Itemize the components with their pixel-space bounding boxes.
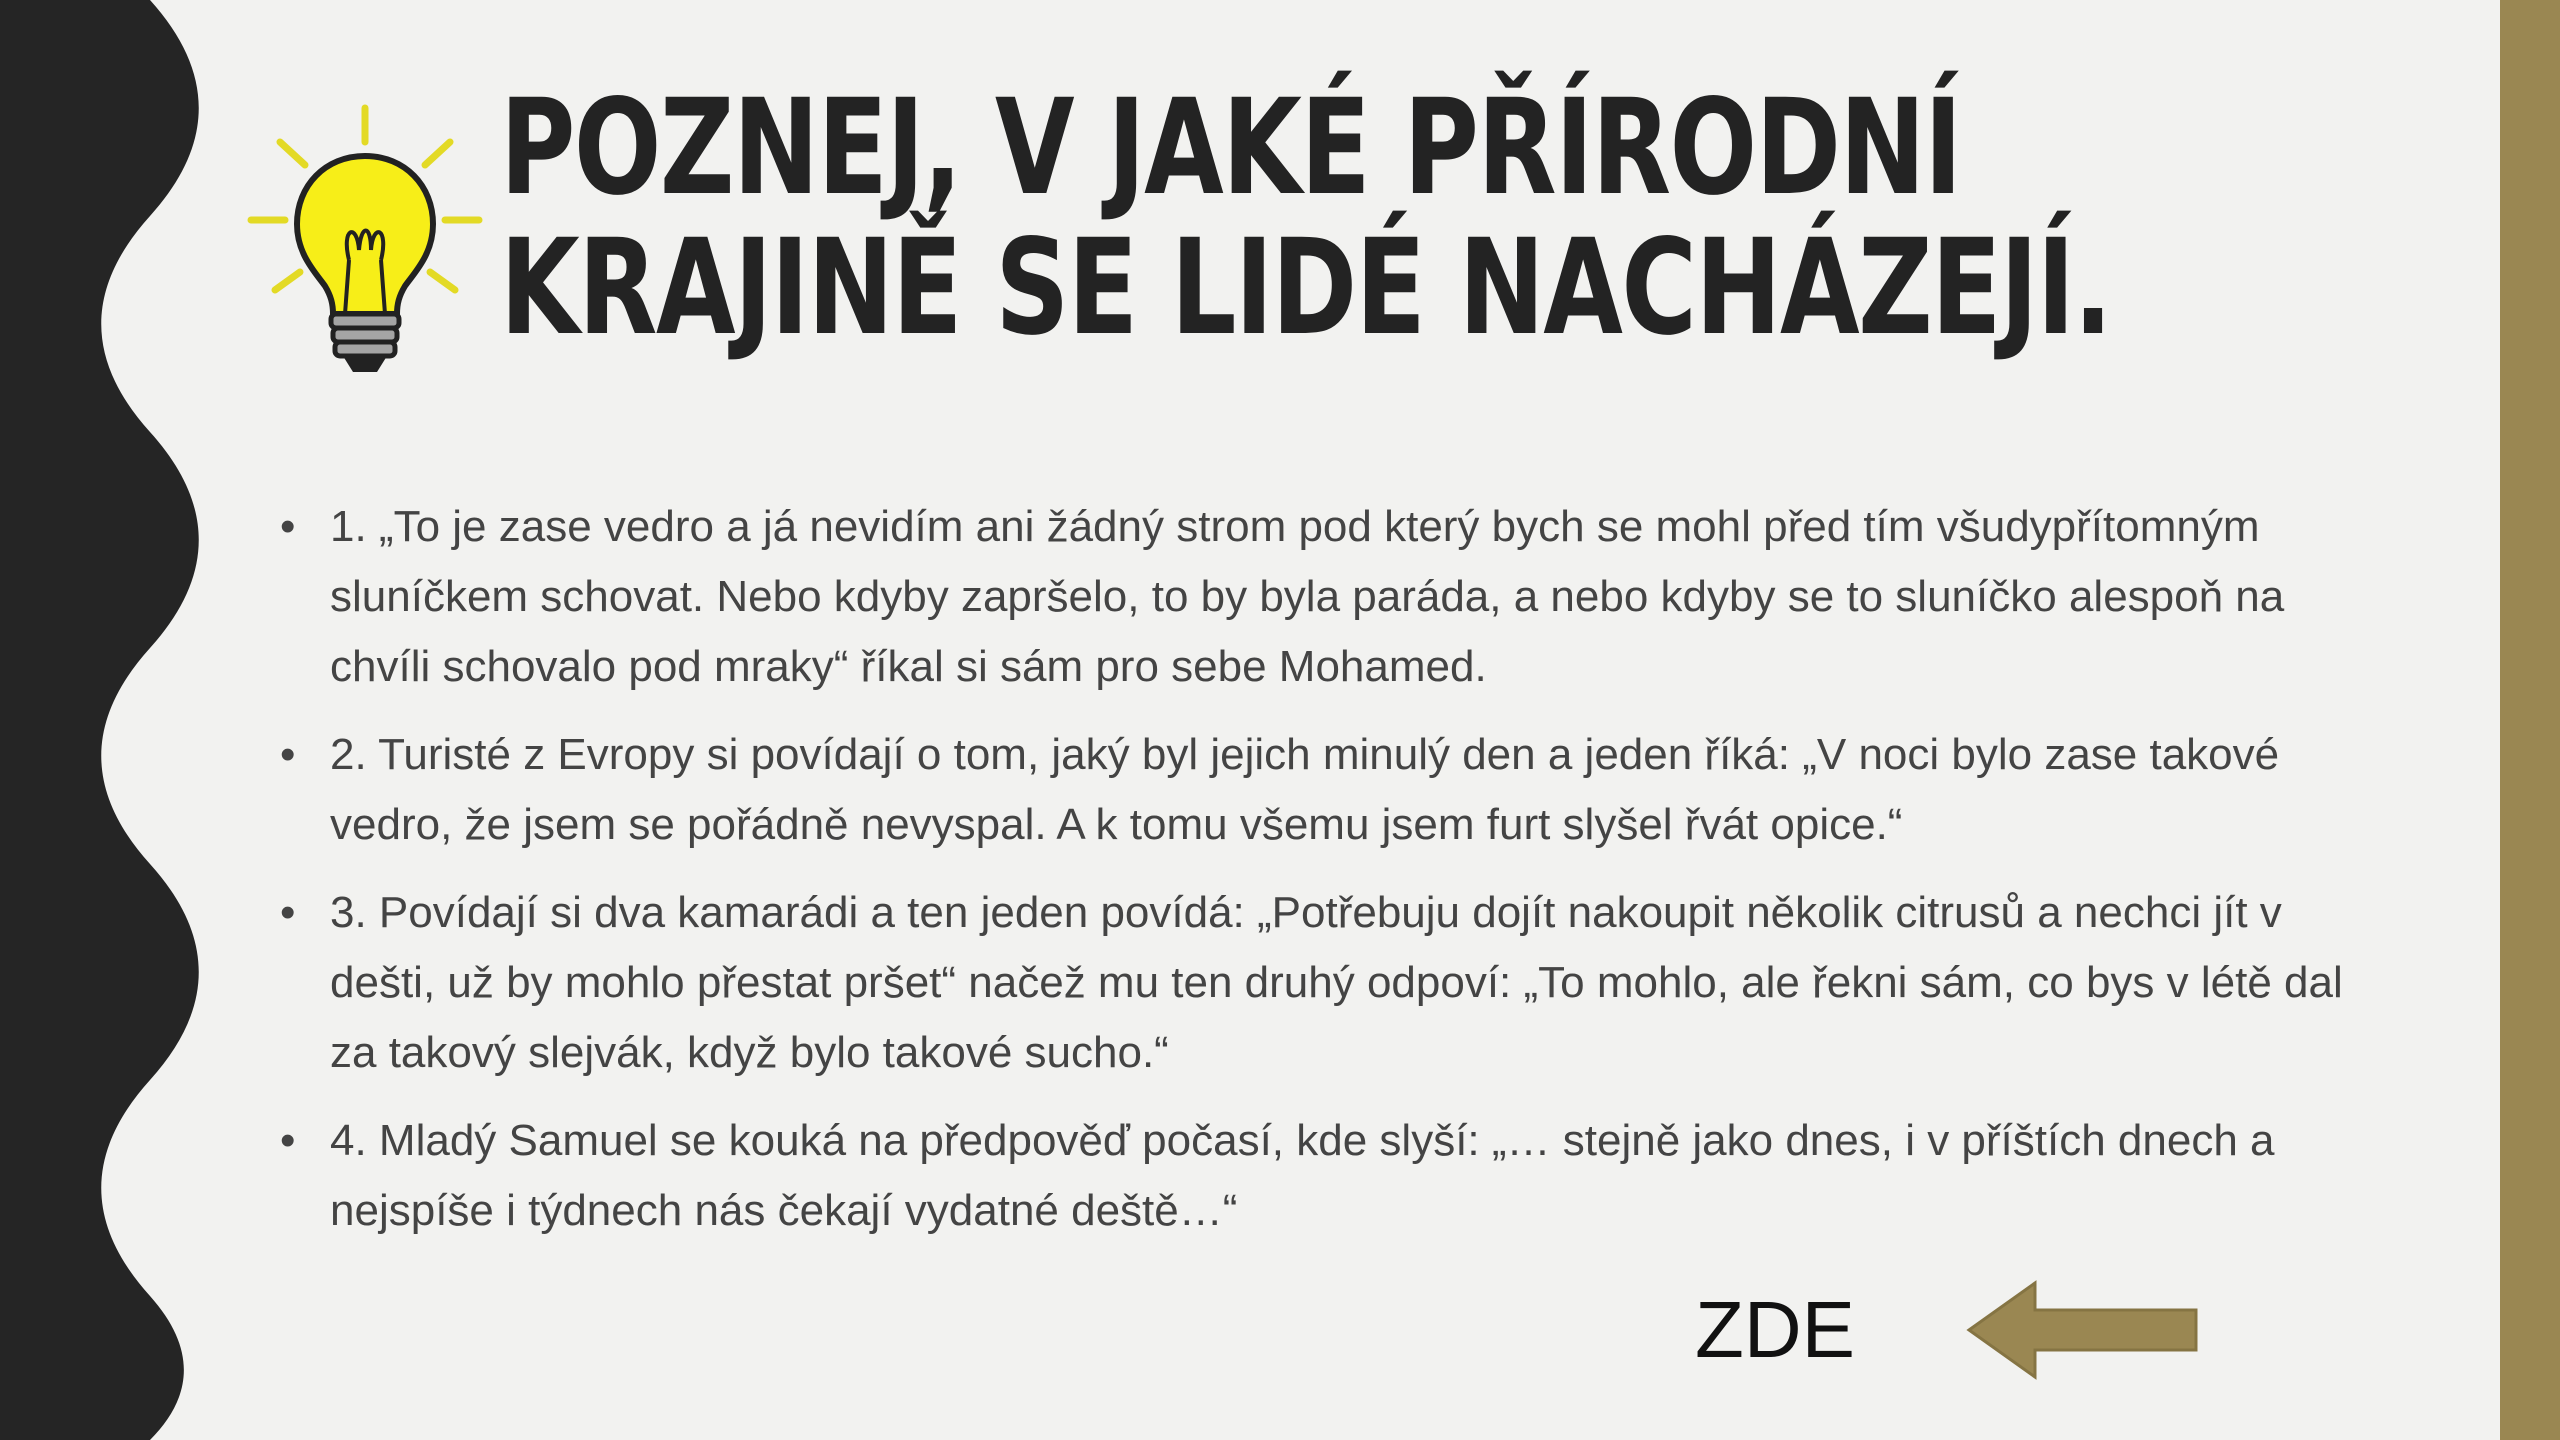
- zde-link[interactable]: ZDE: [1695, 1285, 1855, 1374]
- left-wavy-band: [0, 0, 200, 1440]
- list-item: [280, 878, 2360, 1088]
- list-item: [280, 492, 2360, 702]
- bullet-text: 2. Turisté z Evropy si povídají o tom, jaký byl jejich minulý den a jeden říká: „V noci bylo zase takové vedro, že jsem se pořádně nevyspal. A k tomu všemu jsem furt slyšel řvát opice.“: [330, 730, 2280, 849]
- bullet-text: 3. Povídají si dva kamarádi a ten jeden povídá: „Potřebuju dojít nakoupit několik citrusů a nechci jít v dešti, už by mohlo přestat pršet“ načež mu ten druhý odpoví: „To mohlo, ale řekni sám, co bys v létě dal za takový slejvák, když bylo takové sucho.“: [330, 888, 2343, 1077]
- bullet-dot: •: [280, 502, 296, 551]
- right-accent-band: [2500, 0, 2560, 1440]
- bullet-dot: •: [280, 730, 296, 779]
- title-line-2: KRAJINĚ SE LIDÉ NACHÁZEJÍ.: [500, 211, 2112, 365]
- bullet-text: 4. Mladý Samuel se kouká na předpověď počasí, kde slyší: „… stejně jako dnes, i v příštích dnech a nejspíše i týdnech nás čekají vydatné deště…“: [330, 1116, 2275, 1235]
- bullet-dot: •: [280, 1116, 296, 1165]
- bullet-text: 1. „To je zase vedro a já nevidím ani žádný strom pod který bych se mohl před tím všudypřítomným sluníčkem schovat. Nebo kdyby zapršelo, to by byla paráda, a nebo kdyby se to sluníčko alespoň na chvíli schovalo pod mraky“ říkal si sám pro sebe Mohamed.: [330, 502, 2285, 691]
- slide-title: [500, 71, 2112, 365]
- title-line-1: POZNEJ, V JAKÉ PŘÍRODNÍ: [500, 71, 1961, 225]
- list-item: [280, 720, 2360, 860]
- arrow-left-icon[interactable]: [1965, 1280, 2200, 1380]
- lightbulb-icon: [245, 100, 485, 385]
- list-item: [280, 1106, 2360, 1246]
- bullet-dot: •: [280, 888, 296, 937]
- bullet-list: [280, 492, 2360, 1264]
